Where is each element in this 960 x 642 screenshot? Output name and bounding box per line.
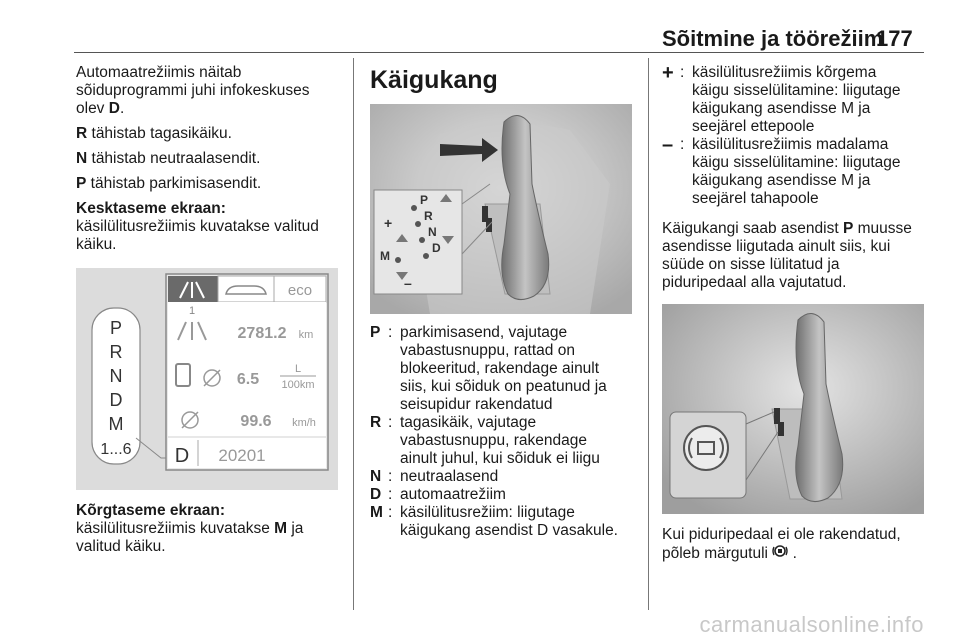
lever-label-plus: + (384, 215, 393, 231)
column-middle (370, 64, 635, 548)
brake-lamp-paragraph: Kui piduripedaal ei ole rakendatud, põleb märgutuli . (662, 526, 901, 562)
brake-lamp-illustration (662, 304, 924, 514)
page-number: 177 (876, 26, 913, 51)
header-rule (74, 52, 924, 53)
n-description: N tähistab neutraalasendit. (76, 150, 261, 167)
watermark-footer: carmanualsonline.info (699, 612, 924, 637)
definition-p: P : parkimisasend, vajutage vabastusnuppu, rattad on blokeeritud, rakendage ainult siis, kui sõiduk on peatunud ja seisupidur rakendatud (370, 324, 607, 413)
high-display-section: Kõrgtaseme ekraan: käsilülitusrežiimis kuvatakse M ja valitud käiku. (76, 502, 304, 555)
consumption-unit-bottom: 100km (281, 379, 315, 391)
consumption-unit-top: L (294, 363, 302, 375)
definition-m: M : käsilülitusrežiim: liigutage käigukang asendist D vasakule. (370, 504, 618, 539)
page-title: Sõitmine ja töörežiim (662, 26, 884, 51)
shift-condition-paragraph: Käigukangi saab asendist P muusse asendisse liigutada ainult siis, kui süüde on sisse lülitatud ja piduripedaal alla vajutatud. (662, 220, 912, 291)
brake-lamp-icon (772, 545, 792, 562)
definition-minus: – : käsilülitusrežiimis madalama käigu sisselülitamine: liigutage käigukang asendisse M ja seejärel tahapoole (662, 134, 901, 207)
column-left (76, 64, 338, 563)
trip-index: 1 (188, 305, 196, 317)
lever-label-r: R (424, 209, 433, 223)
intro-paragraph: Automaatrežiimis näitab sõiduprogrammi juhi infokeskuses olev D. (76, 64, 310, 117)
definition-n: N : neutraalasend (370, 468, 499, 485)
lever-label-minus: – (404, 275, 412, 291)
gear-r: R (109, 342, 123, 362)
lever-label-d: D (432, 241, 441, 255)
lever-label-m: M (380, 249, 390, 263)
column-divider-left (353, 58, 354, 610)
speed-value: 99.6 (240, 413, 272, 430)
gear-p: P (109, 318, 123, 338)
gear-d: D (109, 390, 123, 410)
gear-definitions (370, 324, 635, 540)
mid-display-heading: Kesktaseme ekraan: (76, 200, 226, 217)
mid-level-display-illustration (76, 268, 338, 490)
page-header (0, 0, 960, 56)
definition-d: D : automaatrežiim (370, 486, 506, 503)
column-divider-right (648, 58, 649, 610)
brake-lamp-icon (684, 426, 728, 470)
distance-unit: km (298, 329, 314, 341)
gear-range: 1...6 (100, 441, 132, 458)
definition-r: R : tagasikäik, vajutage vabastusnuppu, rakendage ainult juhul, kui sõiduk ei liigu (370, 414, 600, 467)
r-description: R tähistab tagasikäiku. (76, 125, 232, 142)
gear-n: N (109, 366, 123, 386)
speed-unit: km/h (292, 417, 316, 429)
gear-m: M (108, 414, 124, 434)
p-description: P tähistab parkimisasendit. (76, 175, 262, 192)
column-right (662, 64, 928, 570)
definition-plus: + : käsilülitusrežiimis kõrgema käigu sisselülitamine: liigutage käigukang asendisse M ja seejärel ettepoole (662, 62, 901, 135)
section-heading: Käigukang (370, 66, 498, 94)
distance-value: 2781.2 (237, 325, 287, 342)
odometer-value: 20201 (218, 446, 266, 465)
lever-label-p: P (420, 193, 429, 207)
eco-label: eco (287, 282, 313, 299)
selected-gear: D (174, 445, 190, 467)
mid-display-section: Kesktaseme ekraan: käsilülitusrežiimis kuvatakse valitud käiku. (76, 200, 319, 253)
gear-lever-illustration (370, 104, 632, 314)
tab-car (218, 276, 274, 302)
consumption-value: 6.5 (236, 371, 260, 388)
high-display-heading: Kõrgtaseme ekraan: (76, 502, 226, 519)
lever-label-n: N (428, 225, 437, 239)
